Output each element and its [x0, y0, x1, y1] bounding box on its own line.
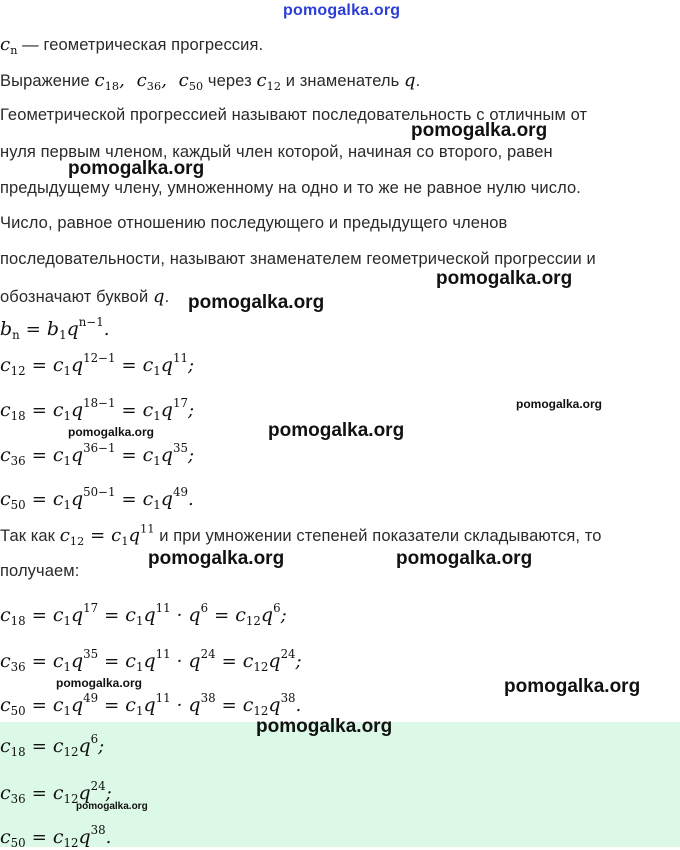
definition-line-4: Число, равное отношению последующего и предыдущего членов [0, 214, 508, 232]
watermark: pomogalka.org [68, 425, 155, 439]
watermark: pomogalka.org [188, 292, 325, 313]
statement-line: $c_n$ — геометрическая прогрессия. [0, 34, 264, 57]
formula-general-term: $b_n = b_1q^{n-1}$. [0, 315, 110, 343]
answer-c18: $c_{18} = c_{12}q^6$; [0, 732, 105, 760]
watermark: pomogalka.org [411, 120, 548, 141]
derivation-c18: $c_{18} = c_1q^{17} = c_1q^{11} \cdot q^6 = c_{12}q^6$; [0, 601, 287, 629]
watermark: pomogalka.org [504, 676, 641, 697]
formula-c36: $c_{36} = c_1q^{36-1} = c_1q^{35}$; [0, 441, 195, 469]
task-pre: Выражение [0, 72, 95, 90]
statement-text: — геометрическая прогрессия. [17, 36, 264, 54]
formula-c12: $c_{12} = c_1q^{12-1} = c_1q^{11}$; [0, 351, 195, 379]
formula-c18: $c_{18} = c_1q^{18-1} = c_1q^{17}$; [0, 396, 195, 424]
watermark: pomogalka.org [68, 158, 205, 179]
task-post: . [415, 72, 421, 90]
definition-line-2: нуля первым членом, каждый член которой, начиная со второго, равен [0, 143, 553, 161]
answer-c36: $c_{36} = c_{12}q^{24}$; [0, 779, 112, 807]
definition-line-6-post: . [164, 288, 170, 306]
watermark: pomogalka.org [148, 548, 285, 569]
explanation-line-2: получаем: [0, 562, 80, 580]
formula-c50: $c_{50} = c_1q^{50-1} = c_1q^{49}$. [0, 485, 194, 513]
definition-line-3: предыдущему члену, умноженному на одно и то же не равное нулю число. [0, 179, 581, 197]
watermark: pomogalka.org [256, 716, 393, 737]
watermark: pomogalka.org [268, 420, 405, 441]
derivation-c36: $c_{36} = c_1q^{35} = c_1q^{11} \cdot q^{24} = c_{12}q^{24}$; [0, 647, 302, 675]
definition-line-5: последовательности, называют знаменателем геометрической прогрессии и [0, 250, 596, 268]
watermark-top: pomogalka.org [283, 2, 401, 19]
definition-line-1: Геометрической прогрессией называют последовательность с отличным от [0, 106, 588, 124]
watermark: pomogalka.org [436, 268, 573, 289]
answer-c50: $c_{50} = c_{12}q^{38}$. [0, 823, 112, 850]
task-mid2: и знаменатель [281, 72, 405, 90]
task-mid: через [203, 72, 257, 90]
watermark: pomogalka.org [516, 397, 603, 411]
explanation-pre: Так как [0, 527, 60, 545]
explanation-line-1: Так как $c_{12} = c_1q^{11}$ и при умножении степеней показатели складываются, то [0, 522, 602, 548]
task-line: Выражение $c_{18}$, $c_{36}$, $c_{50}$ через $c_{12}$ и знаменатель q. [0, 70, 421, 93]
watermark: pomogalka.org [56, 676, 143, 690]
explanation-post: и при умножении степеней показатели складываются, то [154, 527, 602, 545]
watermark: pomogalka.org [76, 801, 148, 812]
definition-line-6-text: обозначают буквой [0, 288, 153, 306]
definition-line-6: обозначают буквой q. [0, 286, 170, 307]
watermark: pomogalka.org [396, 548, 533, 569]
derivation-c50: $c_{50} = c_1q^{49} = c_1q^{11} \cdot q^{38} = c_{12}q^{38}$. [0, 691, 302, 719]
